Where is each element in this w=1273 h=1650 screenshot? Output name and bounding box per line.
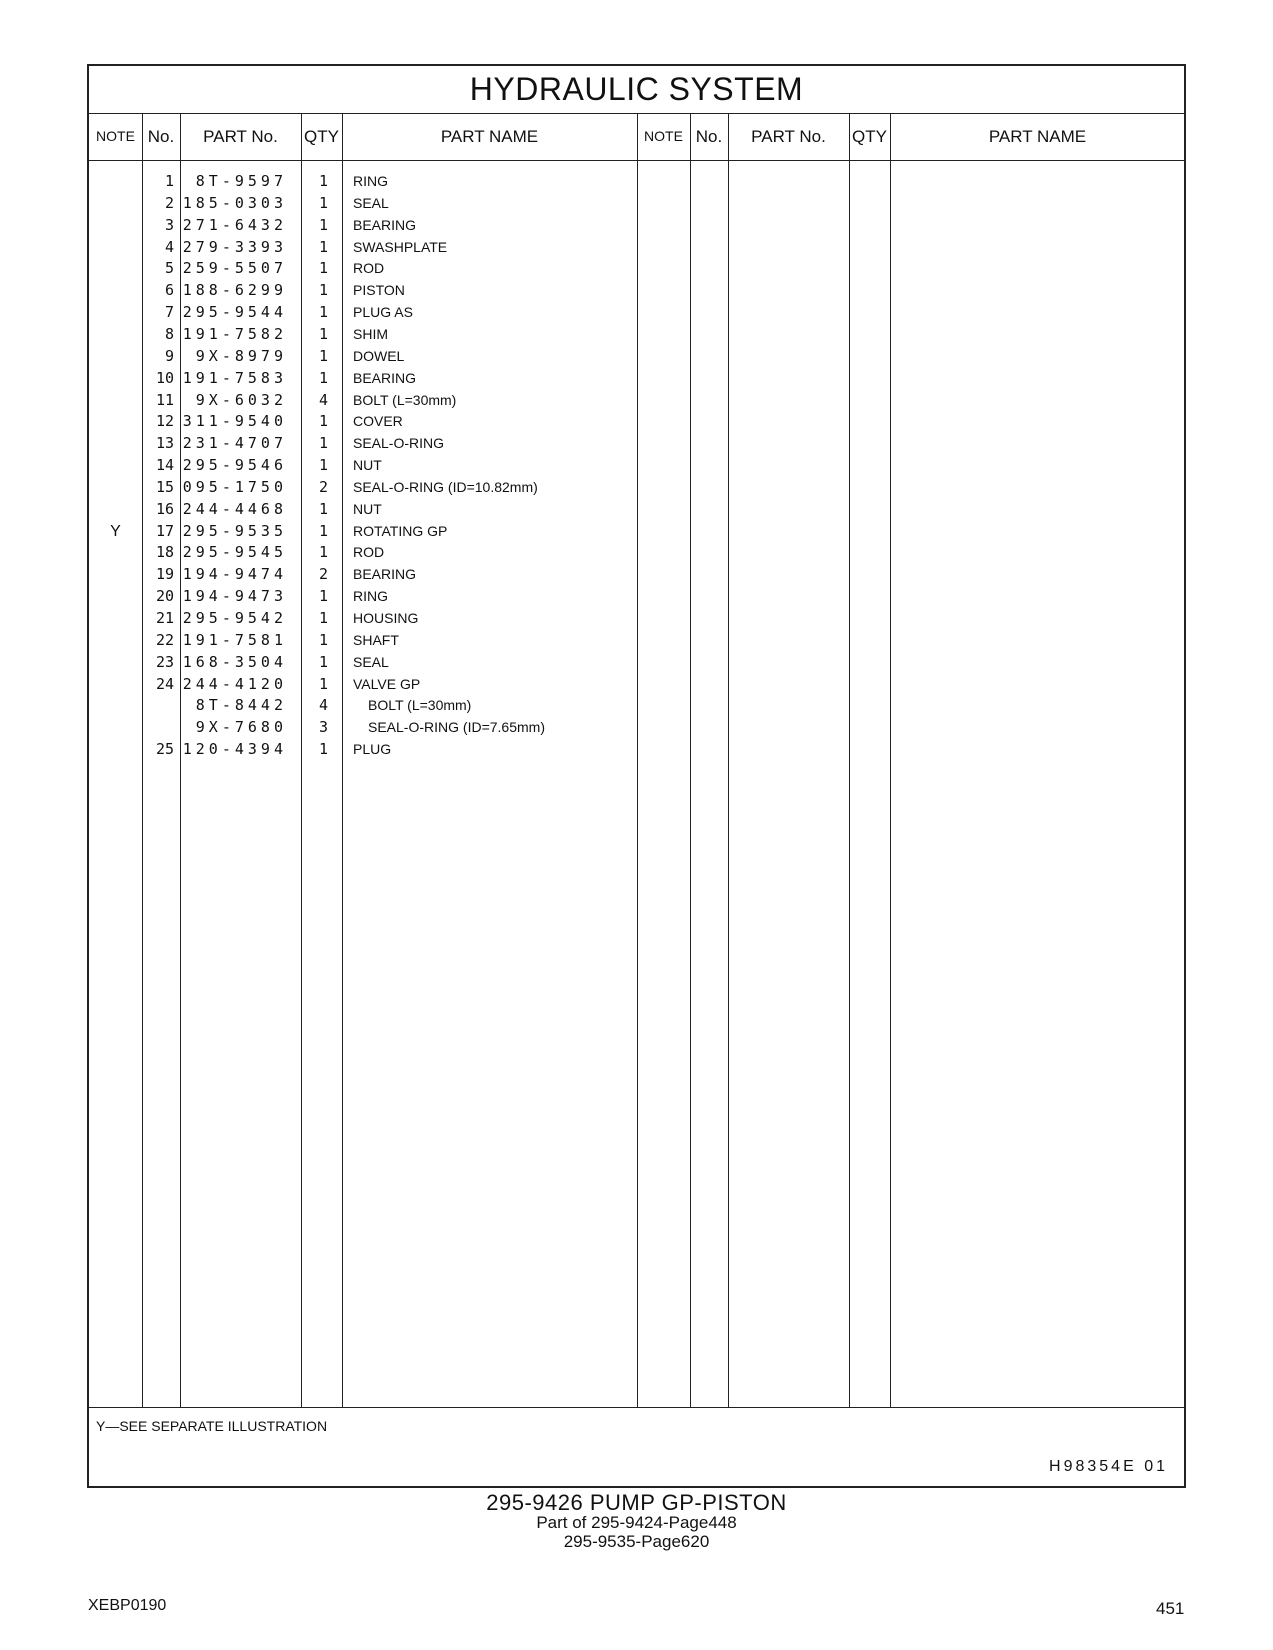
part-name-cell: PLUG (353, 741, 392, 758)
part-number-cell: 244-4468 (182, 499, 287, 518)
table-row (89, 454, 1184, 477)
item-number-cell: 24 (155, 674, 174, 693)
quantity-cell: 1 (318, 324, 328, 343)
table-row (89, 738, 1184, 761)
part-number-cell: 9X-8979 (195, 346, 287, 365)
part-name-cell: SHAFT (353, 631, 399, 648)
part-name-cell: BEARING (353, 566, 417, 583)
footnote: Y—SEE SEPARATE ILLUSTRATION (96, 1418, 328, 1434)
quantity-cell: 1 (318, 215, 328, 234)
quantity-cell: 1 (318, 303, 328, 322)
part-name-cell: BOLT (L=30mm) (368, 697, 472, 714)
item-number-cell: 6 (164, 281, 174, 300)
part-name-cell: DOWEL (353, 347, 405, 364)
part-name-cell: SEAL-O-RING (353, 435, 445, 452)
table-row (89, 301, 1184, 324)
part-number-cell: 244-4120 (182, 674, 287, 693)
item-number-cell: 1 (164, 172, 174, 190)
part-name-cell: BEARING (353, 216, 417, 233)
item-number-cell: 23 (155, 652, 174, 671)
section-title: HYDRAULIC SYSTEM (89, 66, 1184, 114)
header-qty-left: QTY (304, 127, 339, 146)
table-row (89, 629, 1184, 652)
part-number-cell: 9X-7680 (195, 718, 287, 737)
table-row (89, 323, 1184, 346)
quantity-cell: 1 (318, 368, 328, 387)
item-number-cell: 2 (164, 193, 174, 212)
item-number-cell: 20 (155, 587, 174, 606)
part-name-cell: SEAL-O-RING (ID=10.82mm) (353, 478, 538, 495)
part-name-cell: SEAL-O-RING (ID=7.65mm) (368, 719, 545, 736)
item-number-cell: 9 (164, 346, 174, 365)
table-row (89, 476, 1184, 499)
quantity-cell: 1 (318, 587, 328, 606)
quantity-cell: 1 (318, 434, 328, 453)
quantity-cell: 1 (318, 412, 328, 431)
part-number-cell: 8T-8442 (195, 696, 287, 715)
item-number-cell: 18 (155, 543, 174, 562)
part-number-cell: 295-9535 (182, 521, 287, 540)
part-number-cell: 191-7582 (182, 324, 287, 343)
part-name-cell: SEAL (353, 194, 389, 211)
table-row (89, 214, 1184, 237)
header-part-name-right: PART NAME (988, 127, 1087, 146)
table-row (89, 541, 1184, 564)
part-number-cell: 194-9474 (182, 565, 287, 584)
item-number-cell: 5 (164, 259, 174, 278)
quantity-cell: 1 (318, 521, 328, 540)
quantity-cell: 3 (318, 718, 328, 737)
quantity-cell: 1 (318, 499, 328, 518)
part-name-cell: ROTATING GP (353, 522, 448, 539)
quantity-cell: 4 (318, 696, 328, 715)
note-cell: Y (110, 522, 121, 540)
part-number-cell: 295-9544 (182, 303, 287, 322)
part-name-cell: NUT (353, 457, 382, 474)
part-number-cell: 191-7581 (182, 630, 287, 649)
part-number-cell: 9X-6032 (195, 390, 287, 409)
quantity-cell: 1 (318, 674, 328, 693)
part-name-cell: HOUSING (353, 610, 419, 626)
part-number-cell: 8T-9597 (195, 172, 287, 190)
item-number-cell: 4 (164, 237, 174, 256)
part-number-cell: 295-9546 (182, 456, 287, 475)
header-note-left: NOTE (96, 128, 135, 144)
part-number-cell: 185-0303 (182, 193, 287, 212)
part-number-cell: 168-3504 (182, 652, 287, 671)
header-no-right: No. (695, 127, 723, 146)
part-name-cell: NUT (353, 500, 382, 517)
quantity-cell: 1 (318, 652, 328, 671)
item-number-cell: 19 (155, 565, 174, 584)
part-number-cell: 231-4707 (182, 434, 287, 453)
table-row (89, 498, 1184, 521)
part-number-cell: 311-9540 (182, 412, 287, 431)
part-name-cell: RING (353, 173, 388, 189)
quantity-cell: 4 (318, 390, 328, 409)
table-row (89, 192, 1184, 215)
quantity-cell: 1 (318, 172, 328, 190)
part-of-reference-1: Part of 295-9424-Page448 (536, 1513, 737, 1532)
footer-divider (89, 1407, 1184, 1408)
item-number-cell: 16 (155, 499, 174, 518)
illustration-code: H98354E 01 (1049, 1458, 1168, 1475)
part-of-reference-2: 295-9535-Page620 (563, 1532, 710, 1551)
table-row (89, 563, 1184, 586)
part-name-cell: BOLT (L=30mm) (353, 391, 457, 408)
table-row (89, 367, 1184, 390)
part-name-cell: PISTON (353, 282, 405, 299)
part-number-cell: 295-9542 (182, 609, 287, 627)
part-number-cell: 259-5507 (182, 259, 287, 278)
table-row (89, 410, 1184, 433)
part-number-cell: 120-4394 (182, 740, 287, 759)
item-number-cell: 14 (155, 456, 174, 475)
quantity-cell: 1 (318, 543, 328, 562)
quantity-cell: 1 (318, 630, 328, 649)
part-name-cell: SHIM (353, 325, 388, 342)
part-name-cell: VALVE GP (353, 675, 421, 692)
quantity-cell: 1 (318, 193, 328, 212)
table-row (89, 432, 1184, 455)
quantity-cell: 2 (318, 565, 328, 584)
quantity-cell: 1 (318, 259, 328, 278)
table-row (89, 651, 1184, 674)
part-number-cell: 271-6432 (182, 215, 287, 234)
table-row (89, 257, 1184, 280)
item-number-cell: 11 (155, 390, 174, 409)
table-row (89, 520, 1184, 543)
table-row (89, 170, 1184, 193)
item-number-cell: 21 (155, 609, 174, 627)
part-number-cell: 295-9545 (182, 543, 287, 562)
quantity-cell: 1 (318, 456, 328, 475)
table-row (89, 236, 1184, 259)
item-number-cell: 22 (155, 630, 174, 649)
part-name-cell: BEARING (353, 369, 417, 386)
part-name-cell: SWASHPLATE (353, 238, 448, 255)
part-name-cell: RING (353, 588, 388, 605)
item-number-cell: 3 (164, 215, 174, 234)
table-row (89, 279, 1184, 302)
quantity-cell: 1 (318, 281, 328, 300)
table-row (89, 585, 1184, 608)
parts-table-frame (87, 64, 1186, 1488)
table-row (89, 345, 1184, 368)
header-part-no-right: PART No. (751, 127, 826, 146)
assembly-title: 295-9426 PUMP GP-PISTON (486, 1490, 787, 1515)
part-name-cell: ROD (353, 544, 385, 561)
table-row (89, 389, 1184, 412)
quantity-cell: 1 (318, 609, 328, 627)
publication-code: XEBP0190 (88, 1597, 167, 1614)
part-name-cell: COVER (353, 413, 403, 430)
page-number: 451 (1156, 1599, 1185, 1618)
part-name-cell: SEAL (353, 653, 389, 670)
header-qty-right: QTY (852, 127, 887, 146)
item-number-cell: 7 (164, 303, 174, 322)
item-number-cell: 17 (155, 521, 174, 540)
quantity-cell: 1 (318, 237, 328, 256)
item-number-cell: 8 (164, 324, 174, 343)
header-part-name-left: PART NAME (440, 127, 539, 146)
header-part-no-left: PART No. (203, 127, 278, 146)
part-name-cell: PLUG AS (353, 304, 413, 321)
part-number-cell: 191-7583 (182, 368, 287, 387)
part-number-cell: 188-6299 (182, 281, 287, 300)
item-number-cell: 12 (155, 412, 174, 431)
part-number-cell: 194-9473 (182, 587, 287, 606)
part-number-cell: 095-1750 (182, 477, 287, 496)
part-number-cell: 279-3393 (182, 237, 287, 256)
item-number-cell: 13 (155, 434, 174, 453)
quantity-cell: 1 (318, 740, 328, 759)
item-number-cell: 10 (155, 368, 174, 387)
quantity-cell: 2 (318, 477, 328, 496)
header-note-right: NOTE (644, 128, 683, 144)
table-row (89, 694, 1184, 717)
part-name-cell: ROD (353, 260, 385, 277)
item-number-cell: 15 (155, 477, 174, 496)
header-no-left: No. (147, 127, 175, 146)
quantity-cell: 1 (318, 346, 328, 365)
item-number-cell: 25 (155, 740, 174, 759)
table-row (89, 716, 1184, 739)
table-row (89, 607, 1184, 630)
table-row (89, 673, 1184, 696)
